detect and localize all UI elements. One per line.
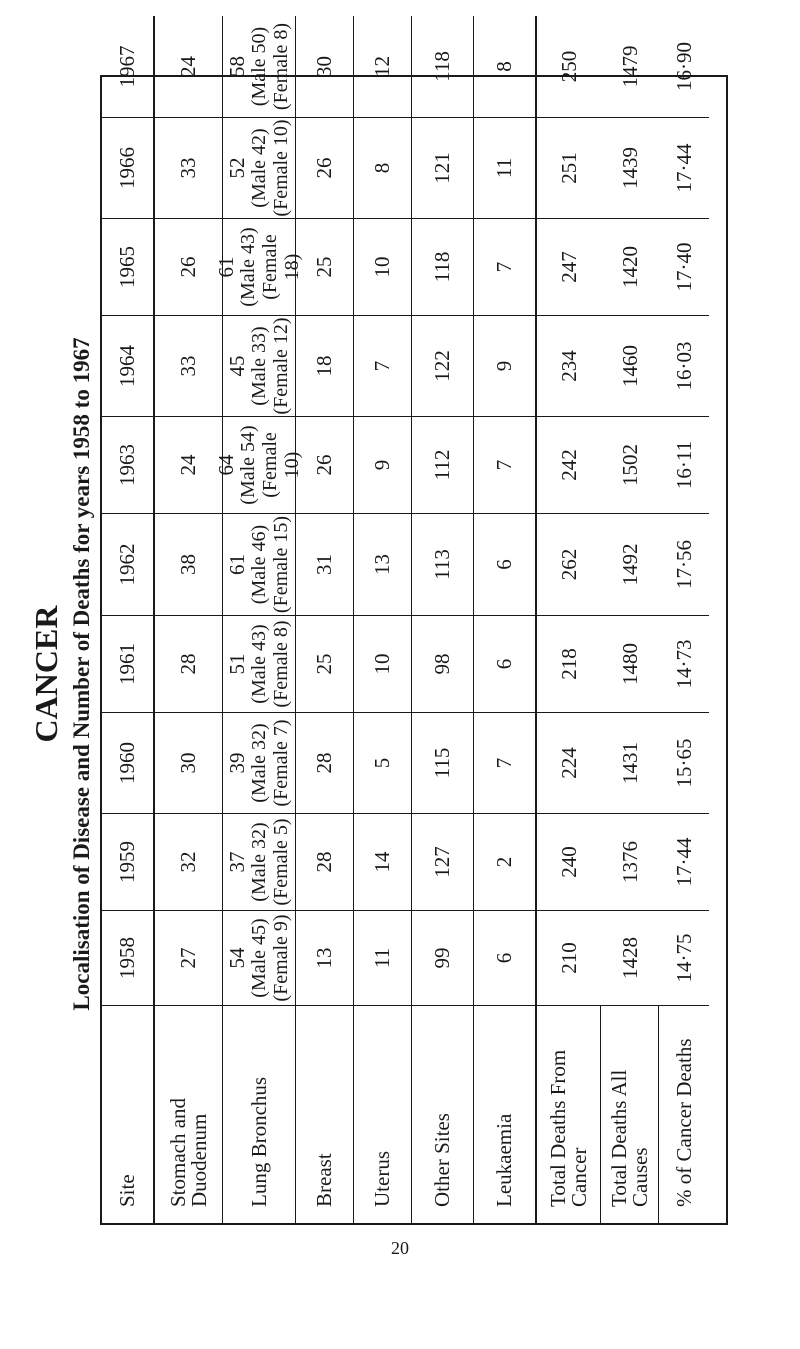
table-cell: 26 xyxy=(155,218,223,315)
lung-cell-stack xyxy=(226,119,292,216)
table-cell: 121 xyxy=(412,117,474,218)
lung-female: (Female 9) xyxy=(270,914,292,1002)
table-cell: 218 xyxy=(537,615,601,712)
lung-total: 58 xyxy=(225,56,249,77)
page-title: CANCER xyxy=(28,605,64,743)
table-cell: 1479 xyxy=(617,45,642,88)
lung-female: (Female 18) xyxy=(259,234,303,300)
table-cell: 262 xyxy=(537,513,601,615)
table-cell: 6 xyxy=(474,513,537,615)
table-cell: 127 xyxy=(412,813,474,910)
table-row-label: Breast xyxy=(296,1005,354,1223)
table-cell: 8 xyxy=(354,117,412,218)
table-cell: 6 xyxy=(474,910,537,1005)
table-header-year: 1959 xyxy=(102,813,155,910)
table-cell: 28 xyxy=(155,615,223,712)
table-cell: 118 xyxy=(412,16,474,117)
table-cell: 7 xyxy=(474,416,537,513)
lung-female: (Female 5) xyxy=(270,818,292,906)
table-cell: 13 xyxy=(296,910,354,1005)
table-cell: 10 xyxy=(354,218,412,315)
table-cell: 7 xyxy=(354,315,412,416)
table-cell: 33 xyxy=(155,117,223,218)
table-header-site: Site xyxy=(102,1005,155,1223)
table-row-label: Uterus xyxy=(354,1005,412,1223)
table-header-year: 1960 xyxy=(102,712,155,813)
table-cell: 98 xyxy=(412,615,474,712)
lung-female: (Female 15) xyxy=(270,515,292,614)
table-cell: 1439 xyxy=(601,117,659,218)
table-header-year: 1966 xyxy=(102,117,155,218)
table-header-year: 1958 xyxy=(102,910,155,1005)
lung-cell-stack xyxy=(226,317,292,414)
table-cell: 8 xyxy=(474,16,537,117)
table-cell: 12 xyxy=(354,16,412,117)
table-cell: 28 xyxy=(296,712,354,813)
table-cell xyxy=(223,910,296,1005)
table-cell: 11 xyxy=(474,117,537,218)
table-cell: 17·56 xyxy=(659,513,709,615)
table-cell: 17·40 xyxy=(659,218,709,315)
table-cell: 27 xyxy=(155,910,223,1005)
table-cell: 1376 xyxy=(601,813,659,910)
table-cell xyxy=(223,117,296,218)
lung-cell-stack xyxy=(215,417,303,513)
table-header-year: 1965 xyxy=(102,218,155,315)
table-header-year: 1963 xyxy=(102,416,155,513)
lung-total: 61 xyxy=(225,554,249,575)
table-cell: 30 xyxy=(296,16,354,117)
table-cell: 1431 xyxy=(601,712,659,813)
table-cell: 240 xyxy=(537,813,601,910)
table-cell: 113 xyxy=(412,513,474,615)
lung-female: (Female 8) xyxy=(270,620,292,708)
table-cell: 25 xyxy=(296,218,354,315)
table-cell: 251 xyxy=(537,117,601,218)
lung-male: (Male 43) xyxy=(248,624,270,704)
table-cell: 28 xyxy=(296,813,354,910)
table-cell: 25 xyxy=(296,615,354,712)
table-cell: 14 xyxy=(354,813,412,910)
table-cell: 99 xyxy=(412,910,474,1005)
lung-male: (Male 50) xyxy=(248,26,270,107)
table-row-label: Total Deaths From Cancer xyxy=(537,1005,601,1223)
table-cell: 224 xyxy=(537,712,601,813)
lung-male: (Male 46) xyxy=(248,524,270,605)
lung-cell-stack xyxy=(226,516,292,613)
table-cell: 1420 xyxy=(601,218,659,315)
lung-cell-stack xyxy=(226,23,292,110)
table-cell: 1428 xyxy=(601,910,659,1005)
table-cell: 26 xyxy=(296,117,354,218)
table-cell: 2 xyxy=(474,813,537,910)
table-cell: 18 xyxy=(296,315,354,416)
table-cell: 38 xyxy=(155,513,223,615)
table-cell: 1492 xyxy=(601,513,659,615)
table-cell xyxy=(223,615,296,712)
lung-male: (Male 32) xyxy=(248,723,270,803)
table-cell: 31 xyxy=(296,513,354,615)
table-cell: 115 xyxy=(412,712,474,813)
table-cell xyxy=(223,712,296,813)
table-cell: 5 xyxy=(354,712,412,813)
table-row-label: Stomach and Duodenum xyxy=(155,1005,223,1223)
lung-total: 61 xyxy=(214,256,238,278)
lung-male: (Male 42) xyxy=(248,128,270,208)
table-cell xyxy=(223,315,296,416)
table-cell: 247 xyxy=(537,218,601,315)
table-header-year: 1961 xyxy=(102,615,155,712)
table-cell xyxy=(223,513,296,615)
table-cell: 9 xyxy=(354,416,412,513)
lung-female: (Female 7) xyxy=(270,719,292,807)
table-cell: 15·65 xyxy=(659,712,709,813)
cancer-table xyxy=(100,22,728,1225)
table-cell: 14·73 xyxy=(659,615,709,712)
table-header-year: 1964 xyxy=(102,315,155,416)
table-cell: 32 xyxy=(155,813,223,910)
cancer-table-grid xyxy=(100,22,728,1225)
table-row-label: Total Deaths All Causes xyxy=(601,1005,659,1223)
table-cell: 26 xyxy=(296,416,354,513)
table-cell: 6 xyxy=(474,615,537,712)
lung-male: (Male 33) xyxy=(248,326,270,406)
lung-male: (Male 32) xyxy=(248,822,270,902)
table-cell: 11 xyxy=(354,910,412,1005)
table-cell: 17·44 xyxy=(659,117,709,218)
table-row-label: Lung Bronchus xyxy=(223,1005,296,1223)
table-cell: 10 xyxy=(354,615,412,712)
table-cell: 234 xyxy=(537,315,601,416)
table-row-label: Leukaemia xyxy=(474,1005,537,1223)
lung-male: (Male 45) xyxy=(248,918,270,998)
table-cell: 14·75 xyxy=(659,910,709,1005)
lung-male: (Male 43) xyxy=(237,227,259,307)
lung-total: 45 xyxy=(225,355,249,377)
table-cell: 1460 xyxy=(601,315,659,416)
lung-female: (Female 8) xyxy=(270,22,292,111)
page-subtitle: Localisation of Disease and Number of Deaths for years 1958 to 1967 xyxy=(69,337,94,1011)
lung-male: (Male 54) xyxy=(237,425,259,505)
lung-total: 37 xyxy=(225,851,249,873)
table-cell: 24 xyxy=(155,16,223,117)
table-header-year: 1967 xyxy=(102,16,155,117)
table-cell xyxy=(214,416,303,513)
table-cell: 17·44 xyxy=(659,813,709,910)
lung-cell-stack xyxy=(226,719,292,806)
lung-total: 39 xyxy=(225,752,249,774)
lung-total: 51 xyxy=(225,653,249,675)
table-cell: 13 xyxy=(354,513,412,615)
table-cell xyxy=(223,16,296,117)
table-cell: 24 xyxy=(155,416,223,513)
lung-cell-stack xyxy=(226,818,292,905)
table-cell: 16·90 xyxy=(671,42,696,91)
table-cell: 9 xyxy=(474,315,537,416)
table-row-label: Other Sites xyxy=(412,1005,474,1223)
table-cell: 112 xyxy=(412,416,474,513)
table-cell: 1480 xyxy=(601,615,659,712)
lung-total: 64 xyxy=(214,454,238,476)
lung-total: 54 xyxy=(225,947,249,969)
table-cell: 1502 xyxy=(601,416,659,513)
lung-female: (Female 10) xyxy=(259,432,303,498)
table-cell: 250 xyxy=(556,50,581,83)
table-cell: 16·03 xyxy=(659,315,709,416)
table-cell xyxy=(223,813,296,910)
table-header-year: 1962 xyxy=(102,513,155,615)
table-cell: 7 xyxy=(474,218,537,315)
table-cell: 16·11 xyxy=(659,416,709,513)
lung-female: (Female 12) xyxy=(270,317,292,415)
table-cell: 118 xyxy=(412,218,474,315)
lung-female: (Female 10) xyxy=(270,119,292,217)
lung-total: 52 xyxy=(225,157,249,179)
lung-cell-stack xyxy=(226,620,292,707)
table-cell: 122 xyxy=(412,315,474,416)
lung-cell-stack xyxy=(215,219,303,315)
table-cell: 30 xyxy=(155,712,223,813)
table-cell xyxy=(214,218,303,315)
lung-cell-stack xyxy=(226,914,292,1001)
table-cell: 242 xyxy=(537,416,601,513)
table-row-label: % of Cancer Deaths xyxy=(659,1005,709,1223)
table-cell: 7 xyxy=(474,712,537,813)
table-cell: 33 xyxy=(155,315,223,416)
page-number: 20 xyxy=(391,1238,409,1258)
table-cell: 210 xyxy=(537,910,601,1005)
